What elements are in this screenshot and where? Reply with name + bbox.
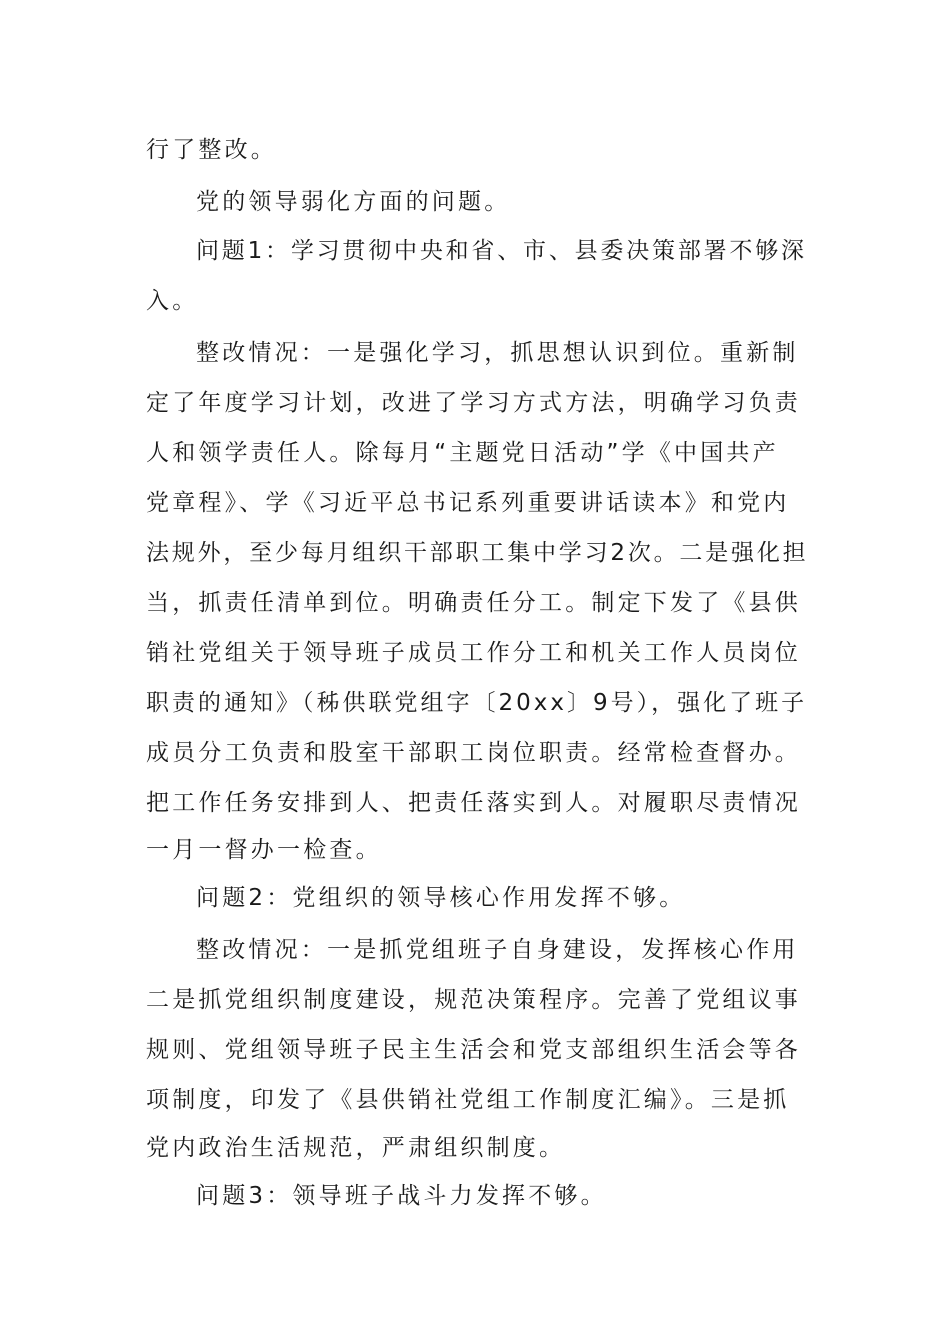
- text-line: 把工作任务安排到人、把责任落实到人。对履职尽责情况: [146, 790, 801, 816]
- text-line: 党内政治生活规范，严肃组织制度。: [146, 1135, 566, 1161]
- text-line: 法规外，至少每月组织干部职工集中学习2次。二是强化担: [146, 540, 809, 566]
- text-line: 成员分工负责和股室干部职工岗位职责。经常检查督办。: [146, 740, 801, 766]
- text-line: 项制度，印发了《县供销社党组工作制度汇编》。三是抓: [146, 1087, 790, 1113]
- text-line: 定了年度学习计划，改进了学习方式方法，明确学习负责: [146, 390, 801, 416]
- text-line: 行了整改。: [146, 137, 277, 163]
- text-line: 整改情况：一是强化学习，抓思想认识到位。重新制: [196, 340, 799, 366]
- text-line: 整改情况：一是抓党组班子自身建设，发挥核心作用: [196, 937, 799, 963]
- text-line: 人和领学责任人。除每月“主题党日活动”学《中国共产: [146, 440, 779, 466]
- text-line: 当，抓责任清单到位。明确责任分工。制定下发了《县供: [146, 590, 801, 616]
- text-line: 一月一督办一检查。: [146, 837, 382, 863]
- issue-heading: 问题1：学习贯彻中央和省、市、县委决策部署不够深: [196, 238, 807, 264]
- section-heading: 党的领导弱化方面的问题。: [196, 189, 511, 215]
- text-line: 入。: [146, 288, 199, 314]
- text-line: 职责的通知》（秭供联党组字〔20xx〕9号），强化了班子: [146, 690, 808, 716]
- issue-heading: 问题2：党组织的领导核心作用发挥不够。: [196, 885, 686, 911]
- text-line: 党章程》、学《习近平总书记系列重要讲话读本》和党内: [146, 490, 790, 516]
- text-line: 销社党组关于领导班子成员工作分工和机关工作人员岗位: [146, 640, 801, 666]
- issue-heading: 问题3：领导班子战斗力发挥不够。: [196, 1183, 607, 1209]
- text-line: 二是抓党组织制度建设，规范决策程序。完善了党组议事: [146, 987, 801, 1013]
- text-line: 规则、党组领导班子民主生活会和党支部组织生活会等各: [146, 1037, 801, 1063]
